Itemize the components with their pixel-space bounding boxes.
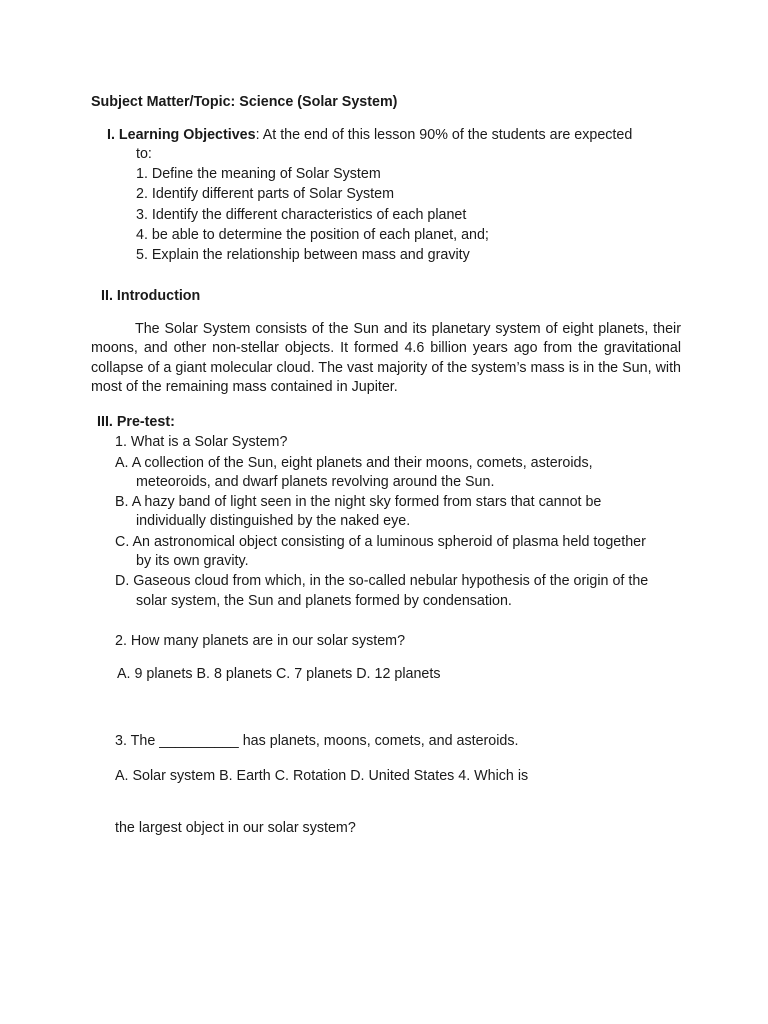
q1-option-d-cont: solar system, the Sun and planets formed by condensation. (136, 593, 512, 609)
objectives-heading-line (107, 125, 632, 145)
q1-option-c-cont: by its own gravity. (136, 553, 249, 569)
objective-item: 1. Define the meaning of Solar System (136, 166, 381, 182)
introduction-paragraph (91, 320, 681, 397)
objectives-heading: I. Learning Objectives (107, 127, 256, 143)
subject-line (91, 92, 397, 112)
q3-options: A. Solar system B. Earth C. Rotation D. United States 4. Which is (115, 768, 529, 784)
objectives-intro-cont: to: (136, 146, 152, 162)
pretest-heading: III. Pre-test: (97, 414, 175, 430)
introduction-heading: II. Introduction (101, 288, 201, 304)
objective-item: 5. Explain the relationship between mass and gravity (136, 247, 470, 263)
q1-option-c: C. An astronomical object consisting of a luminous spheroid of plasma held together (115, 534, 646, 550)
q4-continuation: the largest object in our solar system? (115, 820, 356, 836)
objective-item: 4. be able to determine the position of each planet, and; (136, 227, 489, 243)
q1-option-a: A. A collection of the Sun, eight planets and their moons, comets, asteroids, (115, 455, 593, 471)
q1-option-d: D. Gaseous cloud from which, in the so-called nebular hypothesis of the origin of the (115, 573, 649, 589)
introduction-text: The Solar System consists of the Sun and its planetary system of eight planets, their moons, and other non-stellar objects. It formed 4.6 billion years ago from the gravitational collapse of a giant molecular cloud. The vast majority of the system’s mass is in the Sun, with most of the remaining mass contained in Jupiter. (91, 321, 681, 395)
subject-value: Science (Solar System) (239, 94, 398, 110)
q2-options: A. 9 planets B. 8 planets C. 7 planets D. 12 planets (117, 666, 441, 682)
q1-question: 1. What is a Solar System? (115, 434, 288, 450)
q1-option-b-cont: individually distinguished by the naked eye. (136, 513, 411, 529)
q1-option-b: B. A hazy band of light seen in the night sky formed from stars that cannot be (115, 494, 602, 510)
q3-question: 3. The __________ has planets, moons, comets, and asteroids. (115, 733, 519, 749)
q1-option-a-cont: meteoroids, and dwarf planets revolving around the Sun. (136, 474, 495, 490)
subject-label: Subject Matter/Topic: (91, 94, 240, 110)
q2-question: 2. How many planets are in our solar system? (115, 633, 406, 649)
objective-item: 2. Identify different parts of Solar System (136, 186, 395, 202)
objectives-intro: : At the end of this lesson 90% of the students are expected (255, 127, 633, 143)
objective-item: 3. Identify the different characteristics of each planet (136, 207, 467, 223)
